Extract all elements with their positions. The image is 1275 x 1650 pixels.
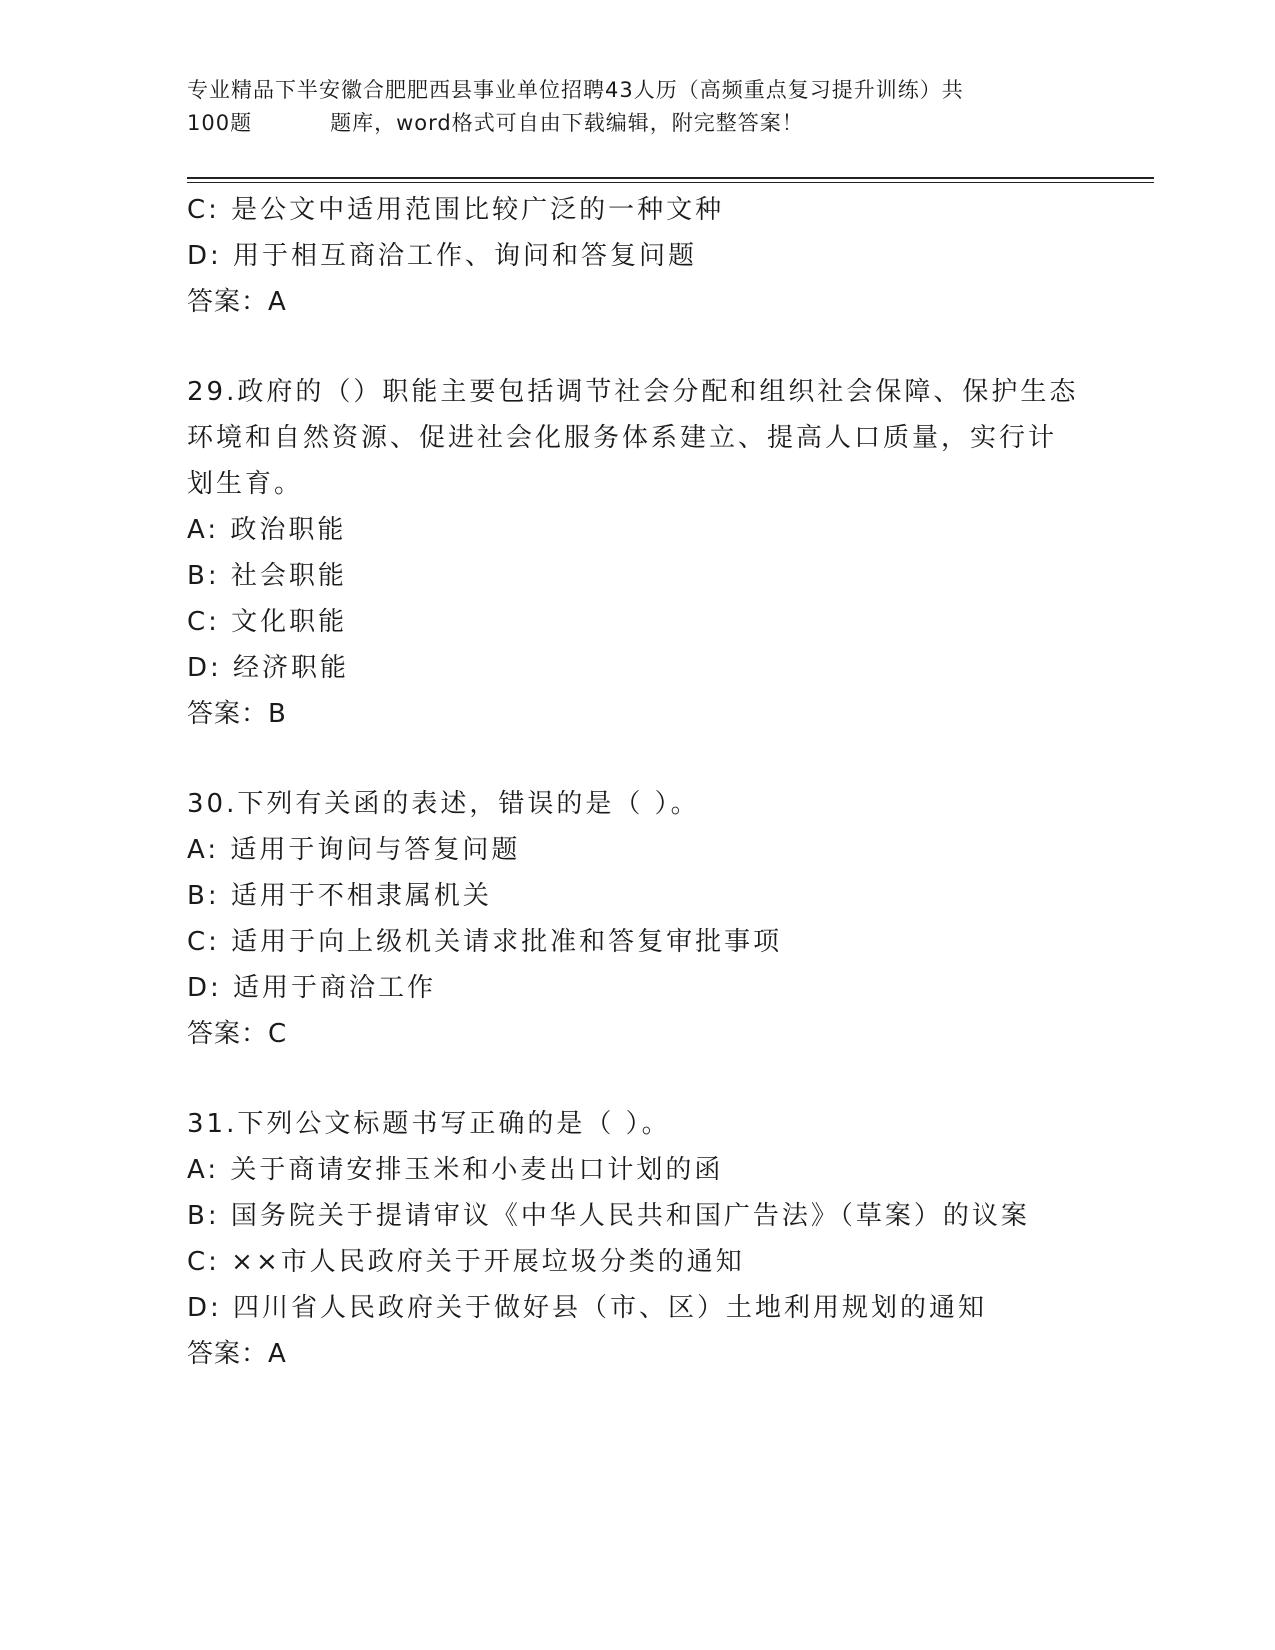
document-body	[187, 187, 1137, 1377]
header-title-line2	[187, 107, 1087, 140]
answer-line: 答案：A	[187, 1339, 287, 1369]
question-31	[187, 1101, 1137, 1377]
header-description: 题库，word格式可自由下载编辑，附完整答案！	[330, 111, 804, 135]
question-stem-line: 31.下列公文标题书写正确的是（ ）。	[187, 1109, 671, 1139]
option-a: A: 关于商请安排玉米和小麦出口计划的函	[187, 1155, 724, 1185]
previous-question-tail	[187, 187, 1137, 325]
option-b: B: 国务院关于提请审议《中华人民共和国广告法》（草案）的议案	[187, 1201, 1030, 1231]
option-a: A: 适用于询问与答复问题	[187, 835, 521, 865]
question-30	[187, 781, 1137, 1057]
question-stem-line: 30.下列有关函的表述，错误的是（ ）。	[187, 789, 700, 819]
option-d: D: 用于相互商洽工作、询问和答复问题	[187, 241, 698, 271]
question-stem-line: 划生育。	[187, 469, 304, 499]
answer-line: 答案：B	[187, 699, 287, 729]
answer-line: 答案：A	[187, 287, 287, 317]
question-stem-line: 环境和自然资源、促进社会化服务体系建立、提高人口质量，实行计	[187, 423, 1058, 453]
option-b: B: 社会职能	[187, 561, 347, 591]
option-d: D: 适用于商洽工作	[187, 973, 437, 1003]
option-c: C: 是公文中适用范围比较广泛的一种文种	[187, 195, 725, 225]
option-d: D: 经济职能	[187, 653, 350, 683]
question-29	[187, 369, 1137, 737]
answer-line: 答案：C	[187, 1019, 288, 1049]
option-c: C: ××市人民政府关于开展垃圾分类的通知	[187, 1247, 745, 1277]
document-header	[187, 74, 1087, 140]
option-a: A: 政治职能	[187, 515, 347, 545]
question-stem-line: 29.政府的（）职能主要包括调节社会分配和组织社会保障、保护生态	[187, 377, 1079, 407]
header-count: 100题	[187, 111, 253, 135]
header-divider-thick	[187, 177, 1154, 179]
header-title-line1: 专业精品下半安徽合肥肥西县事业单位招聘43人历（高频重点复习提升训练）共	[187, 78, 964, 102]
header-divider-thin	[187, 182, 1154, 183]
option-c: C: 文化职能	[187, 607, 348, 637]
option-c: C: 适用于向上级机关请求批准和答复审批事项	[187, 927, 783, 957]
option-b: B: 适用于不相隶属机关	[187, 881, 492, 911]
option-d: D: 四川省人民政府关于做好县（市、区）土地利用规划的通知	[187, 1293, 988, 1323]
